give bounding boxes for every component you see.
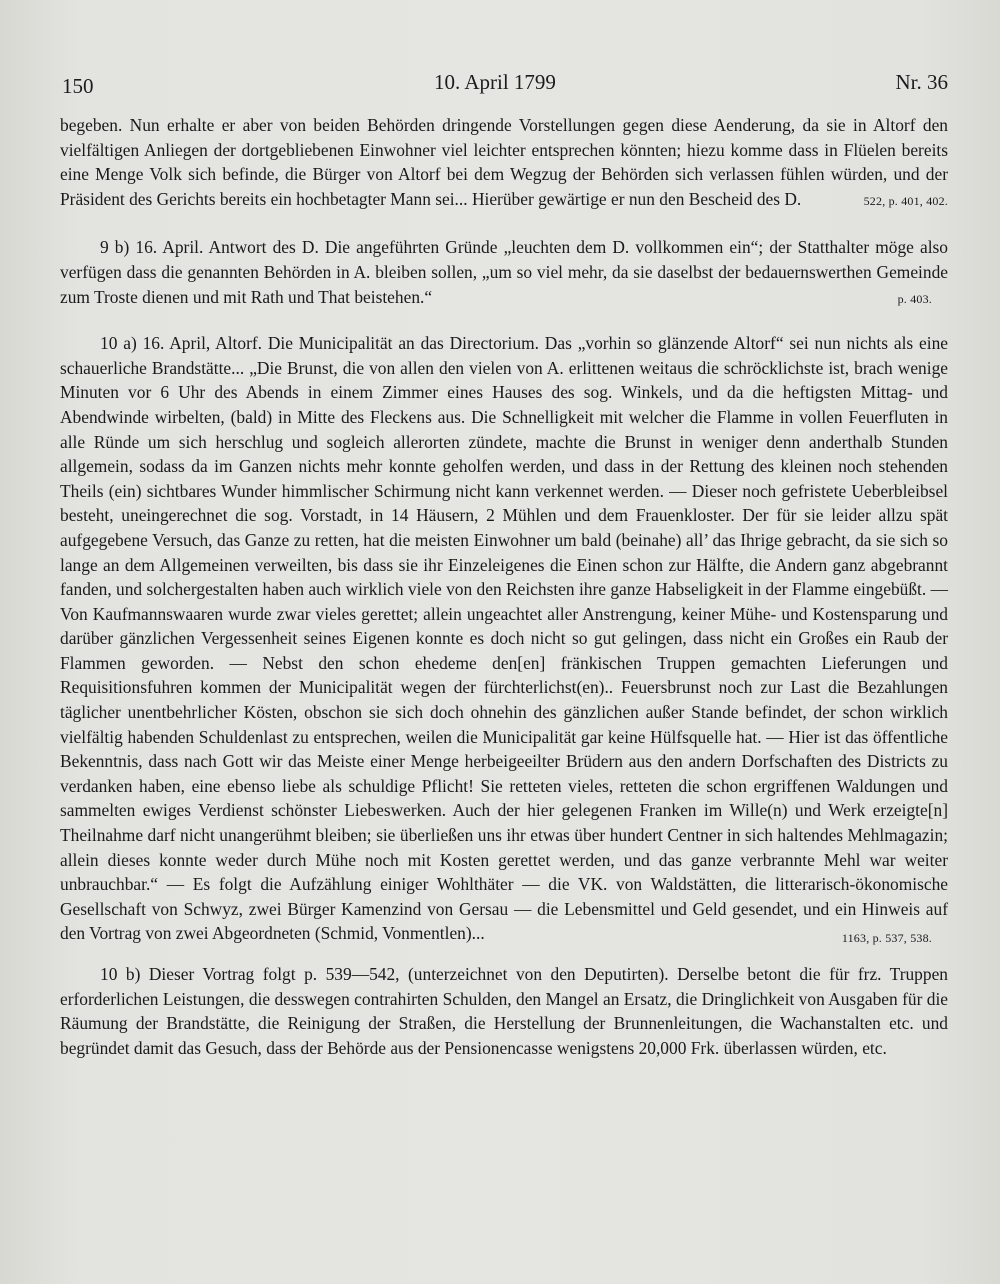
paragraph-10b: 10 b) Dieser Vortrag folgt p. 539—542, (unterzeichnet von den Deputirten). Derselbe betont die für frz. Truppen erforderlichen Leistungen, die desswegen contrahirten Schulden, den Mangel an Ersatz, die Dringlichkeit von Ausgaben für die Räumung der Brandstätte, die Reinigung der Straßen, die Herstellung der Brunnenleitungen, die Wachanstalten etc. und begründet damit das Gesuch, dass der Behörde aus der Pensionencasse wenigstens 20,000 Frk. überlassen würden, etc.: [60, 964, 948, 1058]
document-body: [60, 113, 948, 1060]
page-header: [62, 70, 948, 104]
document-number: Nr. 36: [895, 70, 948, 94]
source-reference: 1163, p. 537, 538.: [841, 931, 932, 945]
paragraph-10a: 10 a) 16. April, Altorf. Die Municipalität an das Directorium. Das „vorhin so glänzende Altorf“ sei nun nichts als eine schauerliche Brandstätte... „Die Brunst, die von allen den vielen von A. erlittenen weitaus die schröcklichste ist, brach wenige Minuten vor 6 Uhr des Abends in einem Zimmer eines Hauses des sog. Winkels, und da die heftigsten Mittag- und Abendwinde wirbelten, (bald) in Mitte des Fleckens aus. Die Schnelligkeit mit welcher die Flamme in vollen Feuerfluten in alle Ründe um sich herschlug und sogleich allerorten zündete, machte die Brunst in weniger denn anderthalb Stunden allgemein, sodass da im Ganzen nichts mehr konnte geholfen werden, und dass in der Rettung des kleinen noch stehenden Theils (ein) sichtbares Wunder himmlischer Schirmung nicht kann verkennet werden. — Dieser noch gefristete Ueberbleibsel besteht, uneingerechnet die sog. Vorstadt, in 14 Häusern, 2 Mühlen und dem Frauenkloster. Der für sie leider allzu spät aufgegebene Versuch, das Ganze zu retten, hat die meisten Einwohner um bald (beinahe) all’ das Ihrige gebracht, da sie sich so lange an dem Allgemeinen verweilten, bis dass sie ihr Einzeleigenes die Einen schon zur Hälfte, die Andern ganz abgebrannt fanden, und solchergestalten haben auch wirklich viele von den Reichsten ihre ganze Habseligkeit in der Flamme eingebüßt. — Von Kaufmannswaaren wurde zwar vieles gerettet; allein ungeachtet aller Anstrengung, keiner Mühe- und Kostensparung und darüber gänzlichen Vergessenheit seines Eigenen konnte es doch nicht so gut gelingen, dass nicht ein Großes ein Raub der Flammen geworden. — Nebst den schon ehedeme den[en] fränkischen Truppen gemachten Lieferungen und Requisitionsfuhren kommen der Municipalität wegen der fürchterlichst(en).. Feuersbrunst noch zur Last die Bezahlungen täglicher unentbehrlicher Kösten, obschon sie sich doch ohnehin des gänzlichen außer Stande befindet, der schon wirklich vielfältig habenden Schuldenlast zu entsprechen, weilen die Municipalität gar keine Hülfsquelle hat. — Hier ist das öffentliche Bekenntnis, dass nach Gott wir das Meiste einer Menge herbeigeeilter Brüdern aus den andern Dorfschaften des Districts zu verdanken haben, eine ebenso liebe als schuldige Pflicht! Sie retteten vieles, retteten die schon ergriffenen Waldungen und sammelten ewiges Verdienst schönster Liebeswerken. Auch der hier gelegenen Franken im Wille(n) und Werk erzeigte[n] Theilnahme darf nicht unangerühmt bleiben; sie überließen uns ihr etwas über hundert Centner in sich haltendes Mehlmagazin; allein dieses konnte weder durch Mühe noch mit Kosten gerettet werden, und das ganze verbrannte Mehl war weiter unbrauchbar.“ — Es folgt die Aufzählung einiger Wohlthäter — die VK. von Waldstätten, die litterarisch-ökonomische Gesellschaft von Schwyz, zwei Bürger Kamenzind von Gersau — die Lebensmittel und Geld gesendet, und ein Hinweis auf den Vortrag von zwei Abgeordneten (Schmid, Vonmentlen)...: [60, 333, 948, 944]
header-date: 10. April 1799: [434, 70, 556, 94]
source-reference: p. 403.: [897, 292, 932, 307]
page-number: 150: [62, 74, 94, 98]
paragraph-9b: 9 b) 16. April. Antwort des D. Die angeführten Gründe „leuchten dem D. vollkommen ein“; der Statthalter möge also verfügen dass die genannten Behörden in A. bleiben sollen, „um so viel mehr, da sie daselbst der bedauernswerthen Gemeinde zum Troste dienen und mit Rath und That beistehen.“: [60, 237, 948, 307]
paragraph-continuation: begeben. Nun erhalte er aber von beiden Behörden dringende Vorstellungen gegen diese Aenderung, da sie in Altorf den vielfältigen Anliegen der dortgebliebenen Einwohner viel leichter entsprechen könnten; hiezu komme dass in Flüelen bereits eine Menge Volk sich befinde, die Bürger von Altorf bei dem Wegzug der Behörden sich verlassen fühlen würden, und der Präsident des Gerichts bereits ein hochbetagter Mann sei... Hierüber gewärtige er nun den Bescheid des D.: [60, 115, 948, 209]
source-reference: 522, p. 401, 402.: [863, 194, 948, 209]
